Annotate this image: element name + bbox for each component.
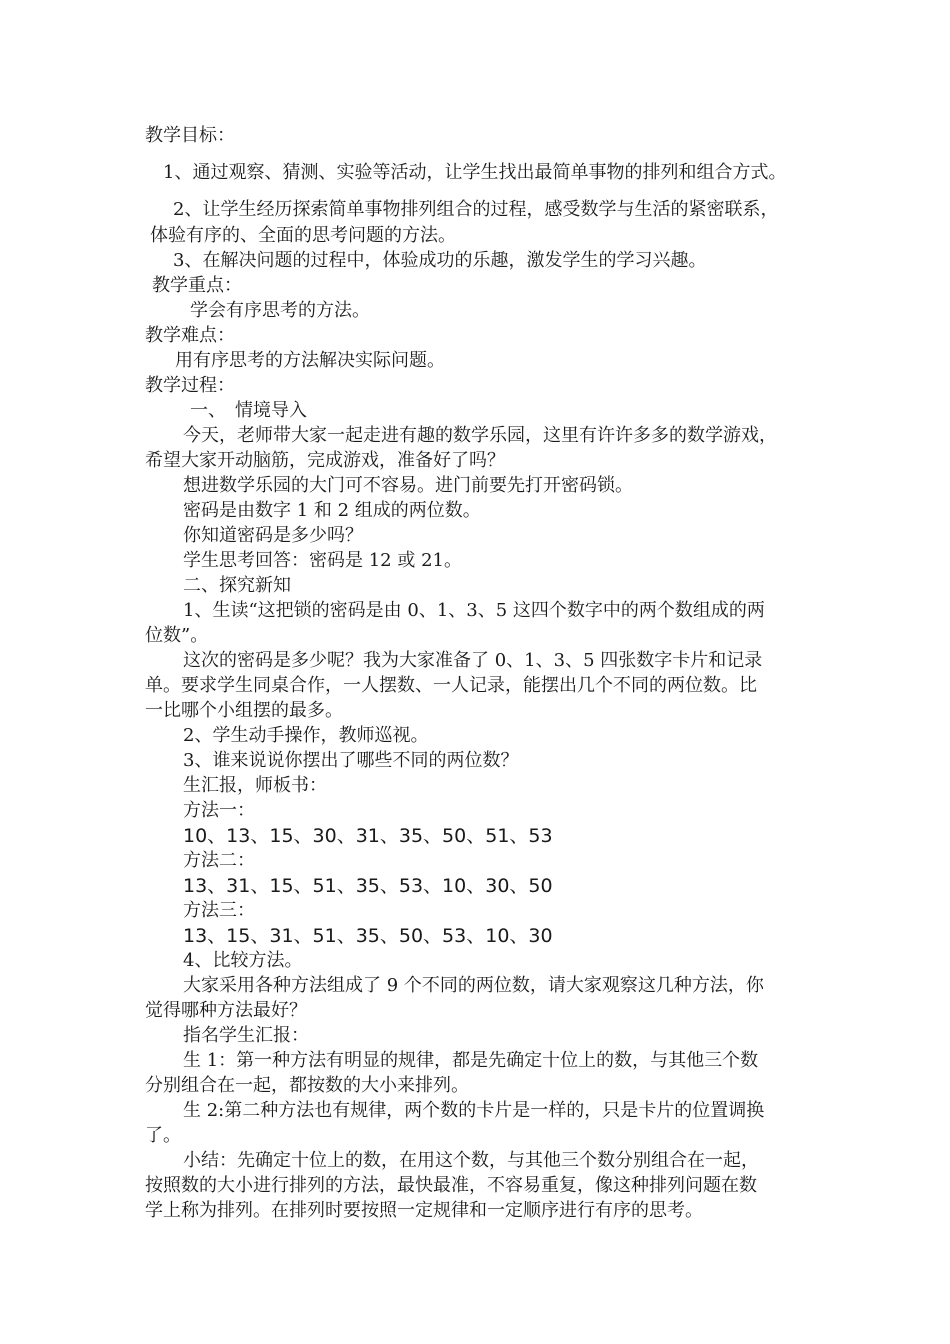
section-2-paragraph-1-line-1: 这次的密码是多少呢？我为大家准备了 0、1、3、5 四张数字卡片和记录 <box>183 650 763 671</box>
student-1-line-1: 生 1：第一种方法有明显的规律，都是先确定十位上的数，与其他三个数 <box>183 1050 759 1071</box>
method-3-values: 13、15、31、51、35、50、53、10、30 <box>183 925 553 947</box>
section-2-paragraph-1-line-3: 一比哪个小组摆的最多。 <box>145 700 343 721</box>
section-2-paragraph-2-line-2: 觉得哪种方法最好？ <box>145 1000 307 1021</box>
objective-item-3: 3、在解决问题的过程中，体验成功的乐趣，激发学生的学习兴趣。 <box>173 250 707 271</box>
paragraph-3: 密码是由数字 1 和 2 组成的两位数。 <box>183 500 481 521</box>
method-2-label: 方法二： <box>183 850 255 871</box>
report-line: 生汇报，师板书： <box>183 775 327 796</box>
method-2-values: 13、31、15、51、35、53、10、30、50 <box>183 875 553 897</box>
summary-line-2: 按照数的大小进行排列的方法，最快最准，不容易重复，像这种排列问题在数 <box>145 1175 757 1196</box>
student-2-line-1: 生 2:第二种方法也有规律，两个数的卡片是一样的，只是卡片的位置调换 <box>183 1100 765 1121</box>
paragraph-1-line-1: 今天，老师带大家一起走进有趣的数学乐园，这里有许许多多的数学游戏， <box>183 425 777 446</box>
method-1-label: 方法一： <box>183 800 255 821</box>
summary-line-3: 学上称为排列。在排列时要按照一定规律和一定顺序进行有序的思考。 <box>145 1200 703 1221</box>
process-heading: 教学过程： <box>145 375 235 396</box>
section-2-paragraph-1-line-2: 单。要求学生同桌合作，一人摆数、一人记录，能摆出几个不同的两位数。比 <box>145 675 757 696</box>
section-2-paragraph-3: 指名学生汇报： <box>183 1025 309 1046</box>
objectives-heading: 教学目标： <box>145 125 235 146</box>
difficulty-text: 用有序思考的方法解决实际问题。 <box>175 350 445 371</box>
section-2-item-2: 2、学生动手操作，教师巡视。 <box>183 725 429 746</box>
paragraph-2: 想进数学乐园的大门可不容易。进门前要先打开密码锁。 <box>183 475 633 496</box>
objective-item-2-line-1: 2、让学生经历探索简单事物排列组合的过程，感受数学与生活的紧密联系， <box>173 199 779 220</box>
difficulty-heading: 教学难点： <box>145 325 235 346</box>
objective-item-2-line-2: 体验有序的、全面的思考问题的方法。 <box>150 225 456 246</box>
section-2-title: 二、探究新知 <box>183 575 291 596</box>
paragraph-5: 学生思考回答：密码是 12 或 21。 <box>183 550 462 571</box>
section-2-item-3: 3、谁来说说你摆出了哪些不同的两位数？ <box>183 750 519 771</box>
student-2-line-2: 了。 <box>145 1125 181 1146</box>
student-1-line-2: 分别组合在一起，都按数的大小来排列。 <box>145 1075 469 1096</box>
section-2-paragraph-2-line-1: 大家采用各种方法组成了 9 个不同的两位数，请大家观察这几种方法，你 <box>183 975 764 996</box>
section-1-title: 一、 情境导入 <box>190 400 307 421</box>
section-2-item-1-line-1: 1、生读“这把锁的密码是由 0、1、3、5 这四个数字中的两个数组成的两 <box>183 600 765 621</box>
summary-line-1: 小结：先确定十位上的数，在用这个数，与其他三个数分别组合在一起， <box>183 1150 759 1171</box>
objective-item-1: 1、通过观察、猜测、实验等活动，让学生找出最简单事物的排列和组合方式。 <box>163 162 787 183</box>
section-2-item-1-line-2: 位数”。 <box>145 625 209 646</box>
method-1-values: 10、13、15、30、31、35、50、51、53 <box>183 825 553 847</box>
key-point-text: 学会有序思考的方法。 <box>190 300 370 321</box>
key-point-heading: 教学重点： <box>152 275 242 296</box>
paragraph-1-line-2: 希望大家开动脑筋，完成游戏，准备好了吗？ <box>145 450 505 471</box>
paragraph-4: 你知道密码是多少吗？ <box>183 525 363 546</box>
section-2-item-4: 4、比较方法。 <box>183 950 303 971</box>
method-3-label: 方法三： <box>183 900 255 921</box>
